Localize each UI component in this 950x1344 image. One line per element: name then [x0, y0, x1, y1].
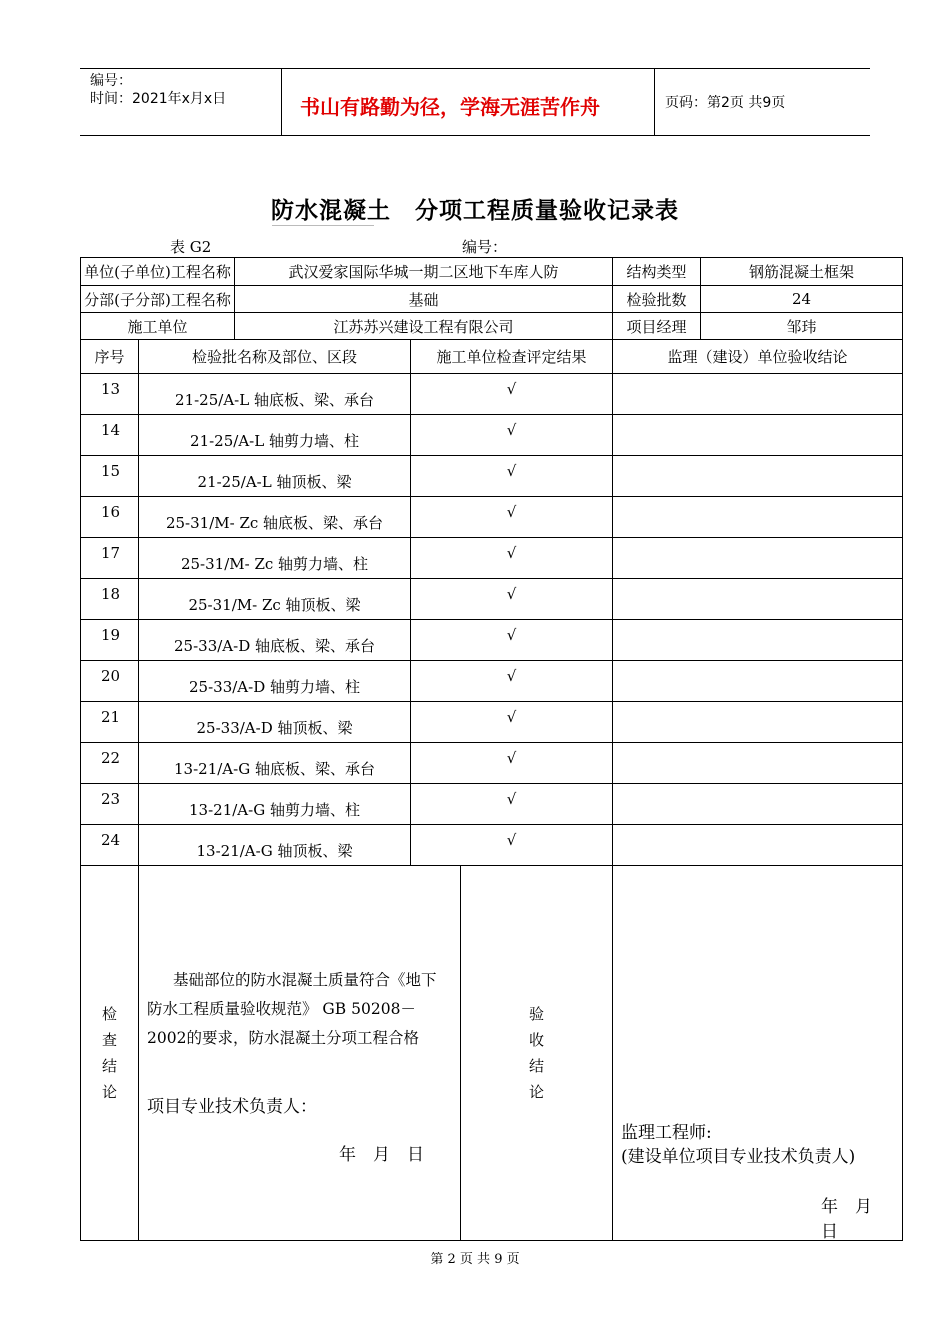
inspection-batch-name: 13-21/A-G 轴顶板、梁	[139, 825, 411, 866]
supervision-conclusion-cell	[613, 456, 903, 497]
table-row	[81, 456, 903, 497]
table-number: 表 G2	[170, 238, 212, 256]
table-row	[81, 825, 903, 866]
col-header-seq: 序号	[81, 340, 139, 374]
structure-type-label: 结构类型	[613, 258, 701, 286]
header-date: 时间：2021年x月x日	[90, 91, 227, 107]
check-result: √	[411, 456, 613, 497]
table-row	[81, 661, 903, 702]
row-number: 13	[81, 374, 139, 415]
header-page-info: 页码：第2页 共9页	[665, 95, 786, 111]
col-header-result: 施工单位检查评定结果	[411, 340, 613, 374]
info-row-unit-project	[81, 258, 903, 286]
label-char: 收	[529, 1031, 545, 1049]
acceptance-conclusion-label	[461, 866, 613, 1241]
row-number: 20	[81, 661, 139, 702]
supervision-conclusion-cell	[613, 702, 903, 743]
inspection-batch-name: 21-25/A-L 轴底板、梁、承台	[139, 374, 411, 415]
check-result: √	[411, 374, 613, 415]
row-number: 14	[81, 415, 139, 456]
title-underline	[272, 225, 374, 226]
technical-responsible-label: 项目专业技术负责人：	[147, 1097, 317, 1117]
check-result: √	[411, 415, 613, 456]
header-divider-right	[654, 68, 655, 136]
label-char: 验	[529, 1005, 545, 1023]
row-number: 17	[81, 538, 139, 579]
supervision-conclusion-cell	[613, 579, 903, 620]
supervision-conclusion-cell	[613, 374, 903, 415]
inspection-batch-name: 21-25/A-L 轴剪力墙、柱	[139, 415, 411, 456]
unit-project-label: 单位(子单位)工程名称	[81, 258, 235, 286]
info-row-sub-project	[81, 286, 903, 313]
header-bottom-rule	[80, 135, 870, 136]
label-char: 论	[529, 1083, 545, 1101]
table-row	[81, 743, 903, 784]
document-title: 防水混凝土 分项工程质量验收记录表	[271, 198, 679, 224]
check-result: √	[411, 825, 613, 866]
sub-project-value: 基础	[235, 286, 613, 313]
supervising-engineer-note: (建设单位项目专业技术负责人)	[621, 1147, 856, 1167]
batch-count-label: 检验批数	[613, 286, 701, 313]
project-manager-label: 项目经理	[613, 313, 701, 340]
inspection-batch-name: 13-21/A-G 轴剪力墙、柱	[139, 784, 411, 825]
supervision-conclusion-cell	[613, 538, 903, 579]
inspection-batch-name: 25-33/A-D 轴顶板、梁	[139, 702, 411, 743]
label-char: 结	[529, 1057, 545, 1075]
check-result: √	[411, 538, 613, 579]
supervision-conclusion-cell	[613, 825, 903, 866]
inspection-batch-name: 21-25/A-L 轴顶板、梁	[139, 456, 411, 497]
header-divider-left	[281, 68, 282, 136]
row-number: 21	[81, 702, 139, 743]
table-row	[81, 620, 903, 661]
inspection-batch-name: 25-31/M- Zc 轴底板、梁、承台	[139, 497, 411, 538]
header-code-label: 编号：	[90, 73, 132, 89]
check-result: √	[411, 661, 613, 702]
check-result: √	[411, 579, 613, 620]
check-result: √	[411, 620, 613, 661]
table-row	[81, 415, 903, 456]
row-number: 24	[81, 825, 139, 866]
info-row-contractor	[81, 313, 903, 340]
page-footer: 第 2 页 共 9 页	[430, 1252, 520, 1267]
structure-type-value: 钢筋混凝土框架	[701, 258, 903, 286]
unit-project-value: 武汉爱家国际华城一期二区地下车库人防	[235, 258, 613, 286]
sub-project-label: 分部(子分部)工程名称	[81, 286, 235, 313]
inspection-batch-name: 25-33/A-D 轴剪力墙、柱	[139, 661, 411, 702]
supervision-conclusion-cell	[613, 784, 903, 825]
supervision-conclusion-cell	[613, 661, 903, 702]
check-conclusion-label	[81, 866, 139, 1241]
header-motto: 书山有路勤为径，学海无涯苦作舟	[300, 95, 600, 119]
row-number: 22	[81, 743, 139, 784]
label-char: 检	[101, 1005, 117, 1023]
supervision-conclusion-cell	[613, 743, 903, 784]
supervision-conclusion-cell	[613, 497, 903, 538]
table-row	[81, 579, 903, 620]
table-row	[81, 702, 903, 743]
row-number: 23	[81, 784, 139, 825]
inspection-batch-name: 25-31/M- Zc 轴顶板、梁	[139, 579, 411, 620]
contractor-label: 施工单位	[81, 313, 235, 340]
inspection-batch-name: 25-31/M- Zc 轴剪力墙、柱	[139, 538, 411, 579]
supervising-engineer-label: 监理工程师:	[621, 1123, 712, 1143]
label-char: 查	[101, 1031, 117, 1049]
conclusion-row	[81, 866, 903, 1241]
supervision-conclusion-cell	[613, 415, 903, 456]
batch-count-value: 24	[701, 286, 903, 313]
inspection-batch-name: 25-33/A-D 轴底板、梁、承台	[139, 620, 411, 661]
header-top-rule	[80, 68, 870, 69]
project-manager-value: 邹玮	[701, 313, 903, 340]
inspection-batch-name: 13-21/A-G 轴底板、梁、承台	[139, 743, 411, 784]
col-header-supervision: 监理（建设）单位验收结论	[613, 340, 903, 374]
label-char: 结	[101, 1057, 117, 1075]
check-conclusion-text: 基础部位的防水混凝土质量符合《地下防水工程质量验收规范》 GB 50208－2002的要求，防水混凝土分项工程合格	[147, 971, 437, 1047]
check-conclusion-date: 年 月 日	[339, 1145, 424, 1165]
check-result: √	[411, 702, 613, 743]
check-result: √	[411, 497, 613, 538]
row-number: 18	[81, 579, 139, 620]
supervision-conclusion-cell	[613, 620, 903, 661]
inspection-record-table	[80, 257, 903, 1241]
col-header-name: 检验批名称及部位、区段	[139, 340, 411, 374]
row-number: 19	[81, 620, 139, 661]
acceptance-date: 年 月 日	[821, 1197, 890, 1242]
check-result: √	[411, 784, 613, 825]
contractor-value: 江苏苏兴建设工程有限公司	[235, 313, 613, 340]
check-result: √	[411, 743, 613, 784]
acceptance-conclusion-content	[613, 866, 903, 1241]
row-number: 16	[81, 497, 139, 538]
table-row	[81, 497, 903, 538]
table-row	[81, 374, 903, 415]
label-char: 论	[101, 1083, 117, 1101]
row-number: 15	[81, 456, 139, 497]
serial-number-label: 编号：	[462, 238, 508, 256]
table-row	[81, 784, 903, 825]
table-row	[81, 538, 903, 579]
check-conclusion-content	[139, 866, 461, 1241]
column-header-row	[81, 340, 903, 374]
